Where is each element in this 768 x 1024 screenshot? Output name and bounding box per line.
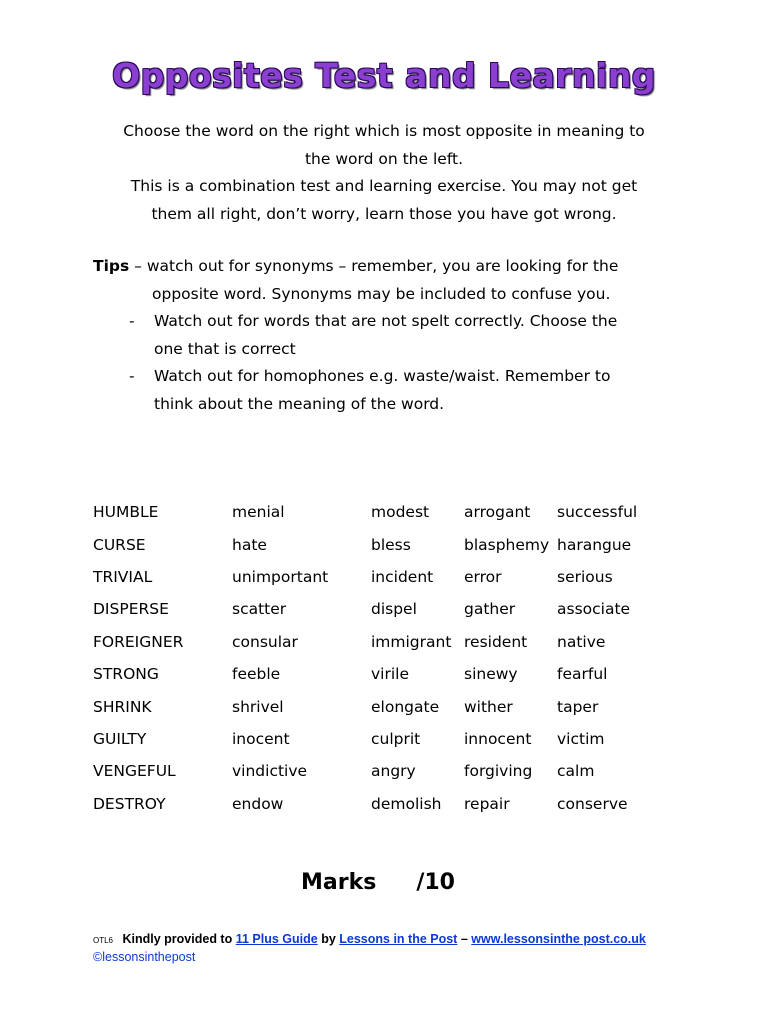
question-row (93, 690, 657, 722)
tip-dash: - (129, 367, 135, 385)
answer-option: wither (464, 697, 513, 716)
tip-text: Watch out for homophones e.g. waste/waist. Remember to (154, 367, 611, 385)
answer-option: dispel (371, 600, 417, 619)
answer-option: blasphemy (464, 535, 550, 554)
word-table (93, 496, 657, 820)
tips-lead (93, 253, 703, 281)
copyright-text: ©lessonsinthepost (93, 950, 196, 964)
answer-option: vindictive (232, 762, 308, 781)
answer-option: feeble (232, 665, 281, 684)
tips-label: Tips (93, 257, 130, 275)
tip-text: think about the meaning of the word. (154, 394, 445, 413)
question-word: CURSE (93, 535, 146, 554)
answer-option: native (557, 632, 606, 651)
answer-option: serious (557, 567, 613, 586)
answer-option: incident (371, 567, 434, 586)
answer-option: associate (557, 600, 631, 619)
answer-option: harangue (557, 535, 632, 554)
tips-list (93, 308, 703, 418)
question-word: GUILTY (93, 729, 147, 748)
answer-option: virile (371, 665, 410, 684)
question-word: VENGEFUL (93, 762, 176, 781)
question-word: STRONG (93, 665, 159, 684)
question-row (93, 593, 657, 625)
footer (93, 931, 646, 965)
answer-option: demolish (371, 794, 442, 813)
answer-option: resident (464, 632, 528, 651)
eleven-plus-guide-link[interactable]: 11 Plus Guide (235, 932, 318, 946)
question-row (93, 658, 657, 690)
footer-dash: – (460, 932, 468, 946)
answer-option: forgiving (464, 762, 533, 781)
question-row (93, 561, 657, 593)
answer-option: modest (371, 503, 430, 522)
marks-label: Marks (301, 870, 377, 895)
answer-option: bless (371, 535, 411, 554)
answer-option: victim (557, 729, 605, 748)
footer-credit (93, 931, 646, 949)
question-row (93, 755, 657, 787)
tip-dash: - (129, 312, 135, 330)
answer-option: conserve (557, 794, 628, 813)
answer-option: calm (557, 762, 595, 781)
answer-option: elongate (371, 697, 440, 716)
answer-option: innocent (464, 729, 532, 748)
marks-line (301, 870, 455, 895)
marks-total: /10 (416, 870, 455, 895)
answer-option: arrogant (464, 503, 531, 522)
question-word: SHRINK (93, 697, 152, 716)
question-word: DESTROY (93, 794, 166, 813)
answer-option: inocent (232, 729, 290, 748)
answer-option: consular (232, 632, 298, 651)
instructions-line: them all right, don’t worry, learn those you have got wrong. (151, 204, 617, 223)
instructions (60, 118, 708, 228)
tip-item (93, 363, 703, 418)
instructions-line: Choose the word on the right which is most opposite in meaning to (123, 122, 645, 140)
website-link[interactable]: www.lessonsinthe post.co.uk (471, 932, 646, 946)
instructions-line: This is a combination test and learning exercise. You may not get (130, 177, 638, 195)
page-title: Opposites Test and Learning (112, 56, 656, 95)
document-code: OTL6 (93, 936, 114, 945)
question-word: FOREIGNER (93, 632, 184, 651)
tips-lead-continued: opposite word. Synonyms may be included to confuse you. (152, 284, 611, 303)
question-row (93, 723, 657, 755)
tip-text: Watch out for words that are not spelt correctly. Choose the (154, 312, 618, 330)
answer-option: error (464, 567, 502, 586)
answer-option: taper (557, 697, 599, 716)
lessons-in-the-post-link[interactable]: Lessons in the Post (339, 932, 458, 946)
footer-provided-text: Kindly provided to (122, 932, 233, 946)
answer-option: sinewy (464, 665, 518, 684)
question-row (93, 496, 657, 528)
footer-by-text: by (321, 932, 336, 946)
answer-option: successful (557, 503, 638, 522)
answer-option: immigrant (371, 632, 452, 651)
answer-option: unimportant (232, 567, 329, 586)
question-row (93, 788, 657, 820)
question-row (93, 626, 657, 658)
answer-option: endow (232, 794, 284, 813)
question-word: TRIVIAL (93, 567, 153, 586)
tip-text: one that is correct (154, 339, 296, 358)
tip-item (93, 308, 703, 363)
question-row (93, 528, 657, 560)
answer-option: fearful (557, 665, 608, 684)
answer-option: scatter (232, 600, 287, 619)
answer-option: gather (464, 600, 516, 619)
tips-section (93, 253, 703, 418)
answer-option: shrivel (232, 697, 284, 716)
answer-option: menial (232, 503, 285, 522)
answer-option: culprit (371, 729, 421, 748)
answer-option: repair (464, 794, 510, 813)
instructions-line: the word on the left. (304, 149, 464, 168)
question-word: DISPERSE (93, 600, 169, 619)
question-word: HUMBLE (93, 503, 159, 522)
answer-option: angry (371, 762, 416, 781)
answer-option: hate (232, 535, 267, 554)
tips-lead-text: – watch out for synonyms – remember, you are looking for the (129, 257, 619, 275)
